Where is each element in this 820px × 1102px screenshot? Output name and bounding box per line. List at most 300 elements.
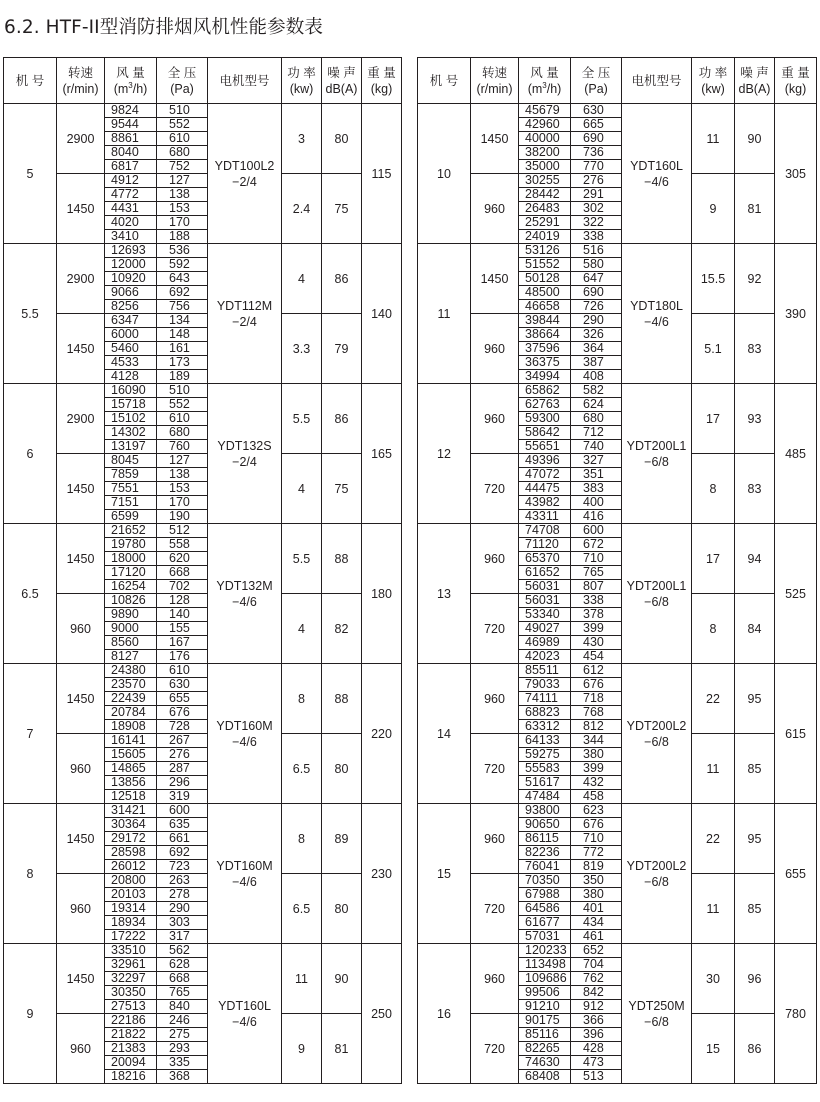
model-no-cell: 10 xyxy=(418,104,471,244)
flow-cell: 46658 xyxy=(519,300,571,314)
motor-line: −2/4 xyxy=(232,174,257,189)
table-row xyxy=(4,524,402,538)
flow-cell: 38664 xyxy=(519,328,571,342)
motor-line: YDT180L xyxy=(630,298,683,313)
pressure-cell: 293 xyxy=(157,1042,208,1056)
flow-cell: 22186 xyxy=(105,1014,157,1028)
flow-cell: 63312 xyxy=(519,720,571,734)
speed-cell: 960 xyxy=(57,1014,105,1084)
model-no-header xyxy=(4,58,57,104)
motor-line: −6/8 xyxy=(644,874,669,889)
motor-line: −6/8 xyxy=(644,454,669,469)
power-cell: 11 xyxy=(692,104,735,174)
flow-cell: 28442 xyxy=(519,188,571,202)
flow-cell: 19780 xyxy=(105,538,157,552)
model-no-cell: 13 xyxy=(418,524,471,664)
flow-cell: 12518 xyxy=(105,790,157,804)
pressure-cell: 461 xyxy=(571,930,622,944)
pressure-cell: 366 xyxy=(571,1014,622,1028)
flow-cell: 6000 xyxy=(105,328,157,342)
flow-cell: 13197 xyxy=(105,440,157,454)
pressure-cell: 647 xyxy=(571,272,622,286)
power-cell: 2.4 xyxy=(282,174,322,244)
motor-cell xyxy=(208,104,282,244)
flow-cell: 16141 xyxy=(105,734,157,748)
noise-cell: 93 xyxy=(735,384,775,454)
table-row xyxy=(4,734,402,748)
flow-cell: 8040 xyxy=(105,146,157,160)
pressure-cell: 610 xyxy=(157,664,208,678)
flow-unit-prefix: (m xyxy=(113,81,129,96)
pressure-cell: 680 xyxy=(571,412,622,426)
pressure-cell: 434 xyxy=(571,916,622,930)
model-no-cell: 5 xyxy=(4,104,57,244)
flow-cell: 55583 xyxy=(519,762,571,776)
speed-header xyxy=(57,58,105,104)
page-title: 6.2. HTF-II型消防排烟风机性能参数表 xyxy=(4,17,323,38)
pressure-cell: 303 xyxy=(157,916,208,930)
flow-unit-suffix: /h) xyxy=(132,81,148,96)
pressure-cell: 635 xyxy=(157,818,208,832)
pressure-cell: 138 xyxy=(157,468,208,482)
table-row xyxy=(4,804,402,818)
pressure-header-label: 全 压 xyxy=(167,65,197,80)
flow-cell: 90175 xyxy=(519,1014,571,1028)
pressure-cell: 510 xyxy=(157,384,208,398)
table-row xyxy=(4,384,402,398)
motor-header xyxy=(622,58,692,104)
noise-cell: 81 xyxy=(322,1014,362,1084)
flow-cell: 9544 xyxy=(105,118,157,132)
power-cell: 22 xyxy=(692,664,735,734)
flow-cell: 9824 xyxy=(105,104,157,118)
pressure-cell: 762 xyxy=(571,972,622,986)
pressure-cell: 736 xyxy=(571,146,622,160)
motor-cell xyxy=(208,944,282,1084)
flow-cell: 8560 xyxy=(105,636,157,650)
flow-cell: 16090 xyxy=(105,384,157,398)
flow-cell: 51552 xyxy=(519,258,571,272)
flow-cell: 12693 xyxy=(105,244,157,258)
flow-cell: 15718 xyxy=(105,398,157,412)
table-row xyxy=(418,314,817,328)
flow-cell: 55651 xyxy=(519,440,571,454)
motor-cell xyxy=(208,244,282,384)
performance-table-right xyxy=(417,57,817,1084)
weight-cell: 250 xyxy=(362,944,402,1084)
pressure-cell: 140 xyxy=(157,608,208,622)
table-row xyxy=(4,594,402,608)
speed-cell: 1450 xyxy=(57,804,105,874)
pressure-cell: 454 xyxy=(571,650,622,664)
pressure-cell: 275 xyxy=(157,1028,208,1042)
flow-cell: 29172 xyxy=(105,832,157,846)
flow-cell: 14865 xyxy=(105,762,157,776)
flow-cell: 16254 xyxy=(105,580,157,594)
power-cell: 5.5 xyxy=(282,384,322,454)
table-row xyxy=(4,944,402,958)
pressure-cell: 296 xyxy=(157,776,208,790)
model-no-cell: 6 xyxy=(4,384,57,524)
weight-cell: 220 xyxy=(362,664,402,804)
pressure-cell: 378 xyxy=(571,608,622,622)
table-body-right xyxy=(418,104,817,1084)
pressure-cell: 680 xyxy=(157,426,208,440)
speed-cell: 2900 xyxy=(57,244,105,314)
flow-cell: 57031 xyxy=(519,930,571,944)
speed-header-label: 转速 xyxy=(481,65,507,80)
pressure-cell: 302 xyxy=(571,202,622,216)
flow-cell: 8861 xyxy=(105,132,157,146)
table-row xyxy=(4,244,402,258)
noise-cell: 80 xyxy=(322,104,362,174)
flow-cell: 13856 xyxy=(105,776,157,790)
weight-cell: 180 xyxy=(362,524,402,664)
pressure-cell: 676 xyxy=(571,818,622,832)
pressure-cell: 322 xyxy=(571,216,622,230)
weight-cell: 140 xyxy=(362,244,402,384)
pressure-cell: 512 xyxy=(157,524,208,538)
pressure-cell: 408 xyxy=(571,370,622,384)
pressure-cell: 153 xyxy=(157,202,208,216)
flow-header xyxy=(519,58,571,104)
pressure-cell: 600 xyxy=(157,804,208,818)
pressure-cell: 558 xyxy=(157,538,208,552)
pressure-cell: 643 xyxy=(157,272,208,286)
pressure-cell: 912 xyxy=(571,1000,622,1014)
noise-cell: 95 xyxy=(735,804,775,874)
pressure-cell: 723 xyxy=(157,860,208,874)
weight-cell: 230 xyxy=(362,804,402,944)
pressure-cell: 630 xyxy=(157,678,208,692)
flow-cell: 71120 xyxy=(519,538,571,552)
motor-line: −6/8 xyxy=(644,734,669,749)
model-no-cell: 6.5 xyxy=(4,524,57,664)
pressure-cell: 812 xyxy=(571,720,622,734)
table-row xyxy=(4,874,402,888)
power-header-label: 功 率 xyxy=(287,65,316,80)
flow-cell: 53340 xyxy=(519,608,571,622)
flow-cell: 31421 xyxy=(105,804,157,818)
flow-cell: 32961 xyxy=(105,958,157,972)
table-row xyxy=(418,1014,817,1028)
flow-cell: 6817 xyxy=(105,160,157,174)
weight-cell: 485 xyxy=(775,384,817,524)
pressure-cell: 326 xyxy=(571,328,622,342)
speed-cell: 1450 xyxy=(471,104,519,174)
speed-cell: 960 xyxy=(57,734,105,804)
flow-cell: 4533 xyxy=(105,356,157,370)
flow-cell: 17120 xyxy=(105,566,157,580)
pressure-cell: 807 xyxy=(571,580,622,594)
pressure-cell: 432 xyxy=(571,776,622,790)
motor-header-label: 电机型号 xyxy=(219,73,270,88)
noise-cell: 83 xyxy=(735,314,775,384)
speed-cell: 1450 xyxy=(57,174,105,244)
flow-cell: 30364 xyxy=(105,818,157,832)
pressure-cell: 189 xyxy=(157,370,208,384)
flow-cell: 76041 xyxy=(519,860,571,874)
pressure-cell: 338 xyxy=(571,230,622,244)
pressure-cell: 128 xyxy=(157,594,208,608)
pressure-cell: 612 xyxy=(571,664,622,678)
flow-cell: 82236 xyxy=(519,846,571,860)
pressure-cell: 628 xyxy=(157,958,208,972)
pressure-cell: 383 xyxy=(571,482,622,496)
flow-header xyxy=(105,58,157,104)
power-cell: 9 xyxy=(282,1014,322,1084)
pressure-cell: 536 xyxy=(157,244,208,258)
noise-cell: 80 xyxy=(322,874,362,944)
speed-cell: 960 xyxy=(471,664,519,734)
flow-cell: 65862 xyxy=(519,384,571,398)
speed-cell: 960 xyxy=(471,804,519,874)
power-cell: 3 xyxy=(282,104,322,174)
flow-cell: 25291 xyxy=(519,216,571,230)
pressure-cell: 712 xyxy=(571,426,622,440)
pressure-cell: 458 xyxy=(571,790,622,804)
motor-line: YDT112M xyxy=(216,298,273,313)
pressure-cell: 690 xyxy=(571,286,622,300)
noise-cell: 88 xyxy=(322,664,362,734)
pressure-cell: 842 xyxy=(571,986,622,1000)
power-cell: 15.5 xyxy=(692,244,735,314)
pressure-cell: 290 xyxy=(571,314,622,328)
pressure-cell: 351 xyxy=(571,468,622,482)
speed-cell: 1450 xyxy=(471,244,519,314)
pressure-cell: 401 xyxy=(571,902,622,916)
header-row xyxy=(418,58,817,104)
power-header xyxy=(282,58,322,104)
power-cell: 11 xyxy=(692,874,735,944)
speed-cell: 1450 xyxy=(57,524,105,594)
power-cell: 6.5 xyxy=(282,734,322,804)
model-no-cell: 16 xyxy=(418,944,471,1084)
table-row xyxy=(418,454,817,468)
motor-line: −4/6 xyxy=(232,874,257,889)
motor-line: YDT160M xyxy=(216,858,273,873)
noise-cell: 86 xyxy=(322,244,362,314)
flow-cell: 4020 xyxy=(105,216,157,230)
weight-cell: 165 xyxy=(362,384,402,524)
pressure-cell: 510 xyxy=(157,104,208,118)
flow-cell: 74708 xyxy=(519,524,571,538)
pressure-cell: 344 xyxy=(571,734,622,748)
pressure-cell: 819 xyxy=(571,860,622,874)
power-cell: 17 xyxy=(692,384,735,454)
power-cell: 4 xyxy=(282,454,322,524)
model-no-cell: 14 xyxy=(418,664,471,804)
pressure-cell: 153 xyxy=(157,482,208,496)
pressure-cell: 173 xyxy=(157,356,208,370)
model-no-cell: 9 xyxy=(4,944,57,1084)
flow-cell: 10826 xyxy=(105,594,157,608)
table-row xyxy=(418,244,817,258)
flow-cell: 20094 xyxy=(105,1056,157,1070)
table-row xyxy=(418,594,817,608)
motor-line: −4/6 xyxy=(644,314,669,329)
model-no-cell: 15 xyxy=(418,804,471,944)
pressure-cell: 676 xyxy=(571,678,622,692)
flow-cell: 4912 xyxy=(105,174,157,188)
motor-line: YDT250M xyxy=(628,998,685,1013)
pressure-cell: 287 xyxy=(157,762,208,776)
pressure-cell: 368 xyxy=(157,1070,208,1084)
flow-cell: 15102 xyxy=(105,412,157,426)
motor-cell xyxy=(622,524,692,664)
flow-cell: 9066 xyxy=(105,286,157,300)
flow-cell: 44475 xyxy=(519,482,571,496)
flow-header-label: 风 量 xyxy=(116,65,145,80)
pressure-cell: 134 xyxy=(157,314,208,328)
speed-cell: 960 xyxy=(471,384,519,454)
flow-cell: 6599 xyxy=(105,510,157,524)
flow-cell: 64133 xyxy=(519,734,571,748)
flow-cell: 26483 xyxy=(519,202,571,216)
flow-cell: 49396 xyxy=(519,454,571,468)
flow-cell: 39844 xyxy=(519,314,571,328)
pressure-cell: 728 xyxy=(157,720,208,734)
pressure-cell: 760 xyxy=(157,440,208,454)
table-row xyxy=(4,174,402,188)
pressure-cell: 726 xyxy=(571,300,622,314)
flow-cell: 74630 xyxy=(519,1056,571,1070)
motor-cell xyxy=(622,244,692,384)
flow-cell: 43982 xyxy=(519,496,571,510)
pressure-cell: 276 xyxy=(571,174,622,188)
weight-cell: 525 xyxy=(775,524,817,664)
pressure-cell: 552 xyxy=(157,118,208,132)
noise-cell: 80 xyxy=(322,734,362,804)
pressure-cell: 710 xyxy=(571,552,622,566)
flow-cell: 38200 xyxy=(519,146,571,160)
pressure-cell: 624 xyxy=(571,398,622,412)
noise-cell: 75 xyxy=(322,454,362,524)
noise-header-unit: dB(A) xyxy=(738,81,771,96)
speed-cell: 1450 xyxy=(57,314,105,384)
power-cell: 8 xyxy=(692,454,735,524)
speed-cell: 1450 xyxy=(57,664,105,734)
flow-cell: 7551 xyxy=(105,482,157,496)
motor-line: YDT160L xyxy=(218,998,271,1013)
model-no-cell: 8 xyxy=(4,804,57,944)
model-no-cell: 7 xyxy=(4,664,57,804)
power-header xyxy=(692,58,735,104)
pressure-cell: 380 xyxy=(571,888,622,902)
pressure-cell: 338 xyxy=(571,594,622,608)
pressure-cell: 665 xyxy=(571,118,622,132)
speed-header-unit: (r/min) xyxy=(62,81,99,96)
power-cell: 30 xyxy=(692,944,735,1014)
flow-cell: 68823 xyxy=(519,706,571,720)
flow-unit-sup: 3 xyxy=(542,80,547,90)
motor-cell xyxy=(622,664,692,804)
speed-cell: 960 xyxy=(471,524,519,594)
power-cell: 8 xyxy=(282,664,322,734)
flow-cell: 50128 xyxy=(519,272,571,286)
pressure-cell: 668 xyxy=(157,566,208,580)
motor-line: YDT200L1 xyxy=(626,578,687,593)
pressure-cell: 623 xyxy=(571,804,622,818)
weight-header-unit: (kg) xyxy=(784,81,807,96)
power-cell: 11 xyxy=(692,734,735,804)
pressure-cell: 263 xyxy=(157,874,208,888)
flow-cell: 22439 xyxy=(105,692,157,706)
power-header-label: 功 率 xyxy=(698,65,728,80)
flow-cell: 30255 xyxy=(519,174,571,188)
speed-header xyxy=(471,58,519,104)
noise-header xyxy=(735,58,775,104)
flow-cell: 46989 xyxy=(519,636,571,650)
header-row xyxy=(4,58,402,104)
noise-cell: 90 xyxy=(322,944,362,1014)
motor-header-label: 电机型号 xyxy=(631,73,682,88)
power-cell: 15 xyxy=(692,1014,735,1084)
speed-cell: 720 xyxy=(471,594,519,664)
noise-header-label: 噪 声 xyxy=(327,65,356,80)
motor-line: −6/8 xyxy=(644,594,669,609)
pressure-cell: 148 xyxy=(157,328,208,342)
pressure-cell: 387 xyxy=(571,356,622,370)
flow-cell: 53126 xyxy=(519,244,571,258)
flow-cell: 99506 xyxy=(519,986,571,1000)
weight-cell: 655 xyxy=(775,804,817,944)
flow-cell: 18216 xyxy=(105,1070,157,1084)
flow-cell: 33510 xyxy=(105,944,157,958)
flow-unit-sup: 3 xyxy=(128,80,133,90)
flow-header-label: 风 量 xyxy=(530,65,559,80)
motor-line: YDT132M xyxy=(216,578,273,593)
motor-line: −4/6 xyxy=(232,734,257,749)
pressure-cell: 756 xyxy=(157,300,208,314)
weight-cell: 390 xyxy=(775,244,817,384)
flow-cell: 86115 xyxy=(519,832,571,846)
flow-cell: 70350 xyxy=(519,874,571,888)
pressure-cell: 710 xyxy=(571,832,622,846)
pressure-cell: 772 xyxy=(571,846,622,860)
pressure-cell: 350 xyxy=(571,874,622,888)
motor-line: YDT200L1 xyxy=(626,438,687,453)
flow-cell: 24380 xyxy=(105,664,157,678)
pressure-cell: 630 xyxy=(571,104,622,118)
flow-cell: 8256 xyxy=(105,300,157,314)
table-row xyxy=(418,944,817,958)
pressure-header-unit: (Pa) xyxy=(170,81,194,96)
flow-cell: 56031 xyxy=(519,594,571,608)
flow-cell: 48500 xyxy=(519,286,571,300)
speed-cell: 720 xyxy=(471,1014,519,1084)
pressure-cell: 582 xyxy=(571,384,622,398)
pressure-cell: 319 xyxy=(157,790,208,804)
power-cell: 5.1 xyxy=(692,314,735,384)
pressure-cell: 400 xyxy=(571,496,622,510)
speed-cell: 960 xyxy=(57,594,105,664)
table-row xyxy=(418,664,817,678)
pressure-header xyxy=(571,58,622,104)
pressure-cell: 396 xyxy=(571,1028,622,1042)
flow-cell: 40000 xyxy=(519,132,571,146)
flow-cell: 85116 xyxy=(519,1028,571,1042)
power-cell: 8 xyxy=(282,804,322,874)
noise-cell: 92 xyxy=(735,244,775,314)
flow-cell: 61677 xyxy=(519,916,571,930)
flow-cell: 3410 xyxy=(105,230,157,244)
pressure-cell: 676 xyxy=(157,706,208,720)
motor-line: YDT160M xyxy=(216,718,273,733)
noise-cell: 79 xyxy=(322,314,362,384)
pressure-cell: 690 xyxy=(571,132,622,146)
flow-cell: 12000 xyxy=(105,258,157,272)
